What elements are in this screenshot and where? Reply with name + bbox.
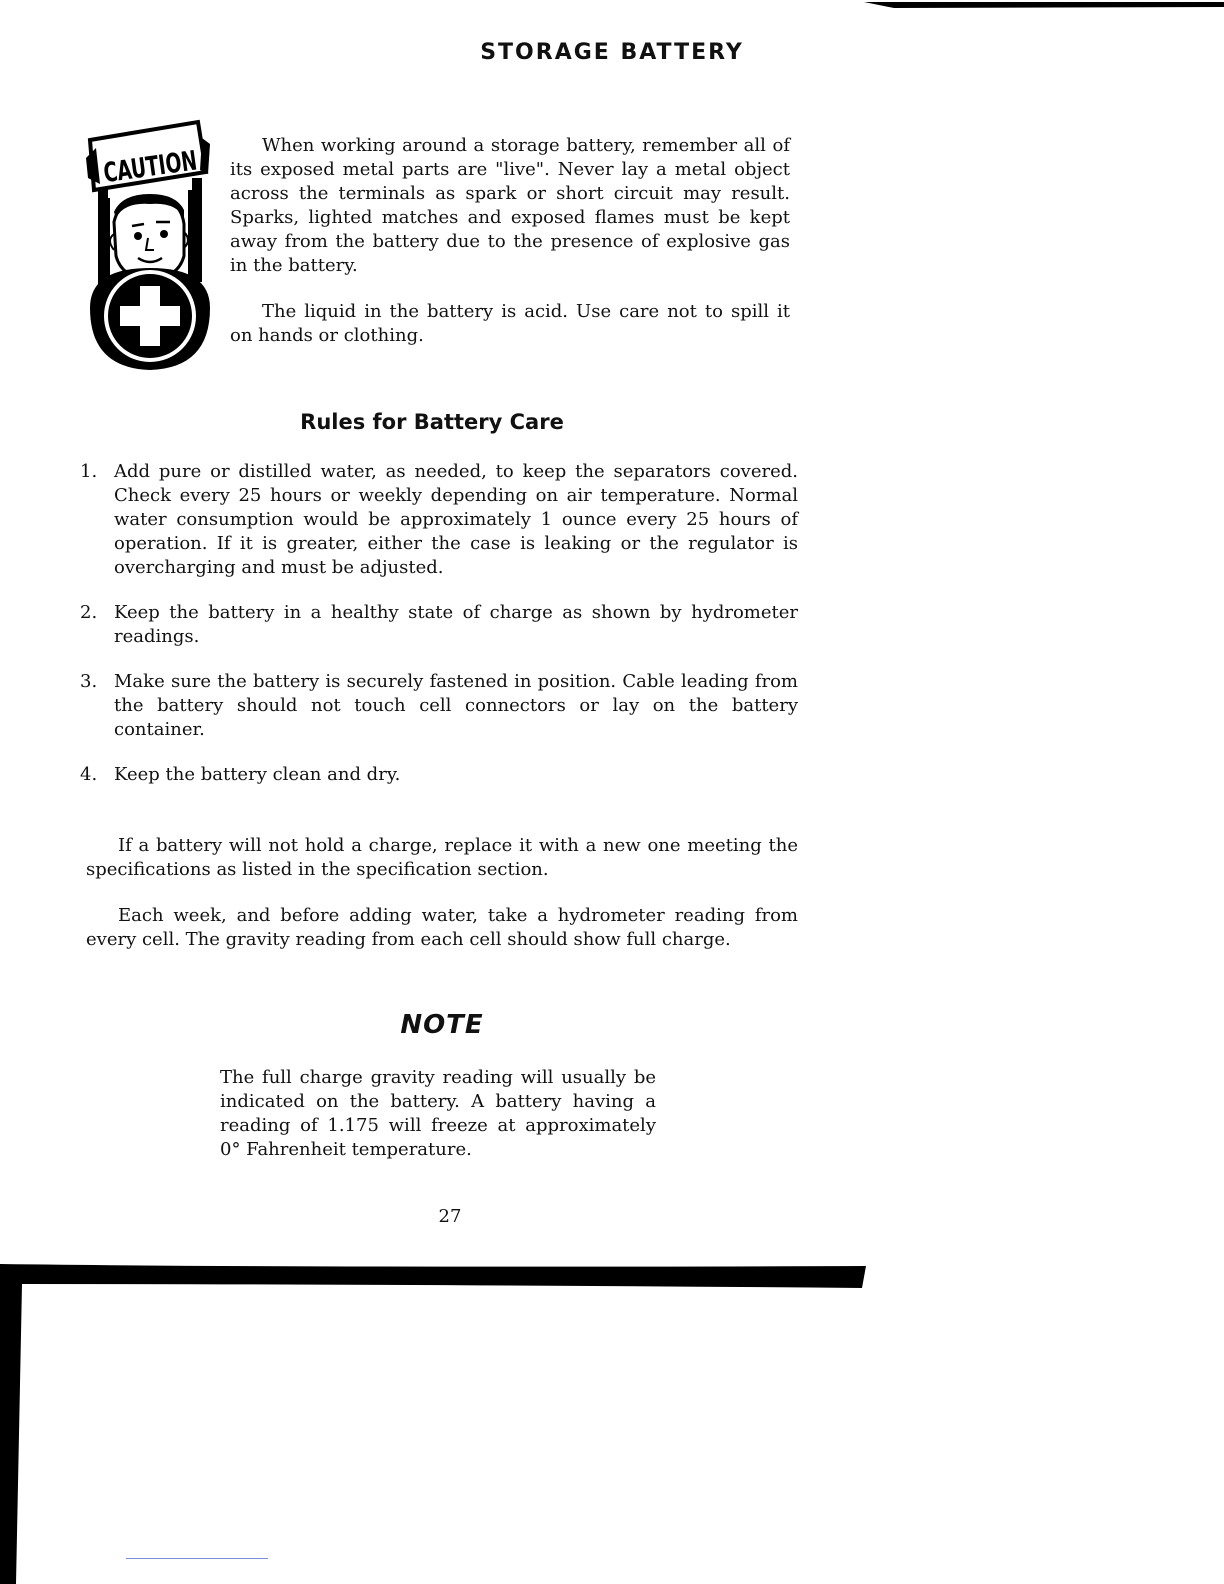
scan-shadow-band [0,1254,866,1584]
page-title: STORAGE BATTERY [480,40,744,65]
caution-man-icon [84,118,241,374]
battery-care-rules [80,460,798,808]
rule-number: 2. [80,602,98,623]
rule-text: Add pure or distilled water, as needed, to keep the separators covered. Check every 25 hours or weekly depending on air temperature. Normal water consumption would be approximately 1 ounce every 25 hours of operation. If it is greater, either the case is leaking or the regulator is overcharging and must be adjusted. [114,461,798,578]
note-heading: NOTE [400,1010,484,1040]
hydrometer-paragraph: Each week, and before adding water, take a hydrometer reading from every cell. The gravity reading from each cell should show full charge. [86,905,798,950]
section-title: Rules for Battery Care [300,410,564,434]
rule-item [80,460,798,580]
rule-text: Keep the battery clean and dry. [114,764,401,785]
svg-text:CAUTION: CAUTION [101,139,241,190]
rule-number: 3. [80,671,98,692]
caution-illustration [84,118,241,374]
rule-number: 4. [80,764,98,785]
note-text: The full charge gravity reading will usually be indicated on the battery. A battery having a reading of 1.175 will freeze at approximately 0° Fahrenheit temperature. [220,1067,656,1160]
intro-text [230,134,790,370]
scan-edge-decoration [864,0,1224,10]
rule-item [80,763,798,787]
replace-battery-paragraph: If a battery will not hold a charge, replace it with a new one meeting the specifications as listed in the specification section. [86,835,798,880]
rule-text: Keep the battery in a healthy state of charge as shown by hydrometer readings. [114,602,798,647]
scan-underline-mark [126,1558,268,1559]
rule-item [80,601,798,649]
caution-paragraph: When working around a storage battery, remember all of its exposed metal parts are "live". Never lay a metal object across the terminals as spark or short circuit may result. Sparks, lighted matches and exposed flames must be kept away from the battery due to the presence of explosive gas in the battery. [230,135,790,276]
body-text [86,834,798,974]
rule-text: Make sure the battery is securely fastened in position. Cable leading from the battery should not touch cell connectors or lay on the battery container. [114,671,798,740]
page-number: 27 [438,1206,462,1227]
rule-number: 1. [80,461,98,482]
acid-warning-paragraph: The liquid in the battery is acid. Use care not to spill it on hands or clothing. [230,301,790,346]
rule-item [80,670,798,742]
